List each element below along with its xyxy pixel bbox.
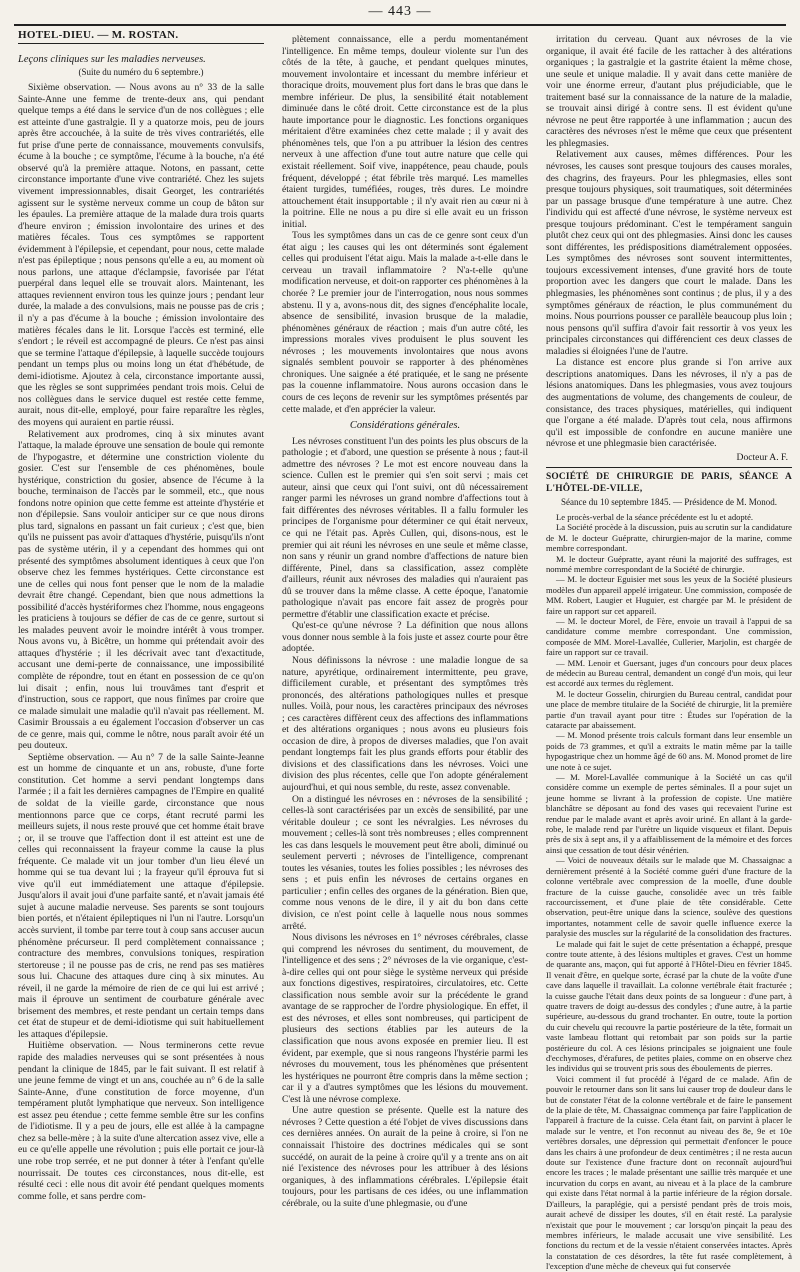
paragraph: Le procès-verbal de la séance précédente est lu et adopté. xyxy=(556,511,754,522)
paragraph: — MM. Lenoir et Guersant, juges d'un concours pour deux places de médecin au Bureau central, demandent un congé d'un mois, qui leur est accordé aux termes du règlement. xyxy=(546,657,792,689)
paragraph: irritation du cerveau. Quant aux névroses de la vie organique, il avait été facile de les rattacher à des altérations organiques ; la gastralgie et la gastrite étaient la même chose, une seule et unique maladie. Il y avait dans cette manière de voir une énorme erreur, d'autant plus préjudiciable, que le traitement basé sur la connaissance de la nature de la maladie, se trouvait ainsi dirigé à contre sens. Il est évident qu'une névrose ne peut être rapportée à une inflammation ; aucun des caractères des névroses n'est le même que ceux que présentent les phlegmasies. xyxy=(546,34,792,149)
paragraph: Huitième observation. — Nous terminerons cette revue rapide des maladies nerveuses qui se sont présentées à nous pendant la clinique de 1845, par le fait suivant. Il est relatif à une jeune femme de vingt et un ans, couchée au n° 6 de la salle Sainte-Anne, d'une constitution de force moyenne, d'un tempérament plutôt lymphatique que nerveux. Son intelligence est assez peu étendue ; cette femme semble être sur les confins de l'idiotisme. Il y a peu de jours, elle est allée à la campagne chez sa belle-mère ; à la suite d'une altercation assez vive, elle a eu ce qu'elle appelle une révolution ; puis elle portait ce jour-là une robe trop serrée, et ne put donner à téter à l'enfant qu'elle nourrissait. De toutes ces circonstances, nous dit-elle, est résulté ceci : elle nous dit avoir été pendant quelques moments comme folle, et sans perdre com- xyxy=(18,1040,264,1202)
society-title: SOCIÉTÉ DE CHIRURGIE DE PARIS, SÉANCE A L'HÔTEL-DE-VILLE, xyxy=(546,472,792,494)
paragraph: M. le docteur Guépratte, ayant réuni la majorité des suffrages, est nommé membre correspondant de la Société de chirurgie. xyxy=(546,553,792,574)
author-signature: Docteur A. F. xyxy=(736,451,788,463)
paragraph: — Voici de nouveaux détails sur le malade que M. Chassaignac a dernièrement présenté à la Société comme guéri d'une fracture de la colonne vertébrale avec compression de la moelle, d'une double fracture de la cuisse gauche, consolidée avec un très faible raccourcissement, et d'une plaie de tête considérable. Cette observation, peut-être unique dans la science, soulève des questions importantes, notamment celle de savoir quelle influence exerce la paralysie des muscles sur la régularité de la consolidation des fractures. xyxy=(546,855,792,939)
paragraph: On a distingué les névroses en : névroses de la sensibilité ; celles-là sont caractérisées par un excès de sensibilité, par une véritable douleur ; ce sont les névralgies. Les névroses du mouvement ; celles-là sont très nombreuses ; elles comprennent les cas dans lesquels le mouvement peut être aboli, diminué ou seulement perverti ; névroses de l'intelligence, comprenant toutes les vésanies, toutes les folies possibles ; les névroses des sens ; et puis enfin les névroses de certains organes en particulier ; enfin celles des organes de la génération. Bien que, comme nous venons de le dire, il y ait du bon dans cette division, ce n'est point celle à laquelle nous nous sommes arrêté. xyxy=(282,793,528,932)
section-header: HOTEL-DIEU. — M. ROSTAN. xyxy=(18,30,264,44)
paragraph: Voici comment il fut procédé à l'égard de ce malade. Afin de pouvoir le retourner dans son lit sans lui causer trop de douleur dans le but de constater l'état de la colonne vertébrale et de faire le pansement de la plaie de tête, M. Chassaignac commença par faire l'application de l'appareil à fracture de la cuisse. Cela étant fait, on parvint à placer le malade sur le ventre, et l'on reconnut au niveau des 8e, 9e et 10e vertèbres dorsales, une dépression qui permettait d'enfoncer le pouce dans les chairs à une profondeur de deux centimètres ; il ne resta aucun doute sur l'existence d'une fracture dont on reconnaît aujourd'hui encore les traces ; le malade présentant une saillie très marquée et une incurvation du corps en avant, au niveau et à la place de la cambrure qui existe dans l'état normal à la partie inférieure de la région dorsale. D'ailleurs, la paraplégie, qui a persisté pendant près de trois mois, aurait achevé de dissiper les doutes, s'il en était resté. La paralysie n'existait que pour le mouvement ; car lorsqu'on pinçait la peau des membres inférieurs, le malade accusait une vive sensibilité. Les fonctions du rectum et de la vessie n'étaient conservées intactes. Après la constatation de ces désordres, la tête fut rasée complètement, à l'exception d'une mèche de cheveux qui fut conservée xyxy=(546,1073,792,1272)
paragraph: — M. le docteur Eguisier met sous les yeux de la Société plusieurs modèles d'un appareil appelé irrigateur. Une commission, composée de MM. Robert, Laugier et Huguier, est chargée par M. le président de faire un rapport sur cet appareil. xyxy=(546,574,792,616)
paragraph: La distance est encore plus grande si l'on arrive aux descriptions anatomiques. Dans les névroses, il n'y a pas de lésions anatomiques. Dans les phlegmasies, vous avez toujours des augmentations de volume, des changements de couleur, de consistance, des traces physiques, matérielles, qui indiquent que l'organe a été malade. D'après tout cela, nous affirmons qu'il est impossible de confondre en aucune manière une névrose et une phlegmasie bien caractérisée. xyxy=(546,357,792,450)
paragraph: Les névroses constituent l'un des points les plus obscurs de la pathologie ; et d'abord, une question se présente à nous ; faut-il admettre des névroses ? Le mot est encore nouveau dans la science. Cullen est le premier qui s'en soit servi ; mais cet auteur, ainsi que ceux qui l'ont suivi, ont dû nécessairement ranger parmi les névroses un grand nombre d'affections tout à fait différentes des névroses véritables. Il a fallu formuler les principes de l'organisme pour déterminer ce qui était nerveux, ce qui ne l'était pas. Après Cullen, qui, disons-nous, est le premier qui ait réuni les névroses en une seule et même classe, non sans y réunir un grand nombre d'affections de nature bien différente, Pinel, dans sa classification, assez complète d'ailleurs, réunit aux névroses des maladies qui n'auraient pas dû se trouver dans la même classe. A cette époque, l'anatomie pathologique n'avait pas encore fait assez de progrès pour permettre d'établir une classification exacte et précise. xyxy=(282,435,528,620)
paragraph: Nous définissons la névrose : une maladie longue de sa nature, apyrétique, ordinairement intermittente, peu grave, difficilement curable, et présentant des symptômes très prononcés, des altérations pathologiques nulles et presque nulles. Voilà, pour nous, les caractères principaux des névroses ; ces caractères diffèrent ceux des affections des inflammations et des altérations organiques ; nous avons eu plusieurs fois occasion de dire, à propos de diverses maladies, que l'on avait pendant longtemps fait les plus grands efforts pour établir des divisions et des classifications dans les névroses. Voici une division des plus récentes, celle que l'on adopte généralement aujourd'hui, et qui nous semble, du reste, assez convenable. xyxy=(282,654,528,793)
paragraph: — M. Morel-Lavallée communique à la Société un cas qu'il considère comme un exemple de pertes séminales. Il a pour sujet un jeune homme se livrant à la profession de copiste. Une matière blanchâtre se déposant au fond des vases qui recevaient l'urine est rendue par le malade avant et après avoir uriné. En allant à la garde-robe, le malade rend par l'urètre un liquide visqueux et filant. Depuis près de six à sept ans, il y a affaiblissement de la mémoire et des forces ainsi que cessation de tout désir vénérien. xyxy=(546,772,792,855)
column-3 xyxy=(546,34,792,1272)
continuation-note: (Suite du numéro du 6 septembre.) xyxy=(78,66,204,77)
paragraph: — M. Monod présente trois calculs formant dans leur ensemble un poids de 73 grammes, et qu'il a extraits le matin même par la taille hypogastrique chez un homme âgé de 60 ans. M. Monod promet de lire une note à ce sujet. xyxy=(546,730,792,772)
paragraph: Relativement aux prodromes, cinq à six minutes avant l'attaque, la malade éprouve une sensation de boule qui remonte de l'hypogastre, et détermine une constriction violente du gosier. C'est sur l'ensemble de ces phénomènes, boule hystérique, constriction du gosier, absence de l'écume à la bouche, terminaison de l'accès par le sommeil, etc., que nous fondons notre opinion que cette femme est atteinte d'hystérie et non d'épilepsie. Sans vouloir anticiper sur ce que nous dirons plus tard, signalons en passant un fait curieux ; c'est que, bien qu'ils ne puissent pas avoir d'attaques d'hystérie, puisqu'ils n'ont pas de système utérin, il y a cependant des hommes qui ont présenté des symptômes absolument identiques à ceux que l'on observe chez les femmes hystériques. Cette circonstance est une de celles qui nous font penser que le nom de la maladie devrait être changé. Cependant, bien que nous admettions la possibilité d'accès hystériformes chez l'homme, nous engageons les praticiens à toujours se défier de cas de ce genre, surtout si les malades peuvent avoir le moindre intérêt à vous tromper. Nous avons vu, à Bicêtre, un homme qui prétendait avoir des attaques d'hystérie ; il les décrivait avec tant d'exactitude, accusant une demi-perte de connaissance, une impossibilité complète de répondre, tout en étant en possession de ce qu'on lui disait ; enfin, nous lui trouvâmes tant d'esprit et d'instruction, sous ce rapport, que nous finîmes par croire que ce malade simulait une maladie qu'il n'avait pas réellement. M. Casimir Broussais a eu également l'occasion d'observer un cas de ce genre, mais qui, comme le nôtre, nous paraît avoir été un peu douteux. xyxy=(18,428,264,752)
session-line: Séance du 10 septembre 1845. — Présidence de M. Monod. xyxy=(561,497,777,508)
column-2 xyxy=(282,34,528,1209)
paragraph: Le malade qui fait le sujet de cette présentation a échappé, presque contre toute attente, à des lésions multiples et graves. C'est un homme de quarante ans, maçon, qui fut apporté à l'Hôtel-Dieu en février 1845. Il venait d'être, en quelque sorte, écrasé par la chute de la voûte d'une cave dans laquelle il travaillait. La colonne vertébrale était fracturée ; la cuisse gauche l'était dans deux points de sa longueur : d'une part, à quatre travers de doigt au-dessus des condyles ; d'une autre, à la partie supérieure, au-dessous du grand trochanter. En outre, toute la portion du cuir chevelu qui recouvre la partie postérieure de la tête, formait un vaste lambeau flottant qui retombait par son poids sur la partie postérieure du col. A ces lésions principales se joignaient une foule d'ecchymoses, d'érafures, de petites plaies, comme on en observe chez les individus qui se trouvent pris sous des éboulements de pierres. xyxy=(546,938,792,1074)
paragraph: Relativement aux causes, mêmes différences. Pour les névroses, les causes sont presque toujours des causes morales, des chagrins, des frayeurs. Pour les phlegmasies, elles sont presque toujours physiques, soit traumatiques, soit déterminées par un passage brusque d'une température à une autre. Chez l'individu qui est affecté d'une névrose, le système nerveux est presque toujours prédominant. C'est le tempérament sanguin plutôt chez ceux qui ont des phlegmasies. Ainsi donc les causes sont différentes, les prédispositions diamétralement opposées. Les symptômes des névroses sont souvent intermittentes, toujours excessivement intenses, d'une gravité hors de toute proportion avec les dangers que court le malade. Dans les phlegmasies, les phénomènes sont continus ; de plus, il y a des symptômes généraux de réaction, le plus communément du moins. Nous pourrions pousser ce parallèle beaucoup plus loin ; nous pensons qu'il suffira d'avoir fait ressortir à vos yeux les principales circonstances qui différencient ces deux classes de maladies si éloignées l'une de l'autre. xyxy=(546,149,792,357)
divider xyxy=(546,467,792,468)
paragraph: M. le docteur Gosselin, chirurgien du Bureau central, candidat pour une place de membre titulaire de la Société de chirurgie, lit la première partie d'un travail ayant pour titre : Études sur l'opération de la cataracte par abaissement. xyxy=(546,688,792,730)
paragraph: Nous divisons les névroses en 1° névroses cérébrales, classe qui comprend les névroses du sentiment, du mouvement, de l'intelligence et des sens ; 2° névroses de la vie organique, c'est-à-dire celles qui ont pour siège le système nerveux qui préside aux fonctions digestives, respiratoires, circulatoires, etc. Cette classification nous semble avoir sur la précédente le grand avantage de se rapprocher de l'ordre physiologique. En effet, il est des névroses, et elles sont nombreuses, qui participent de plusieurs des sections établies par les auteurs de la classification que nous avons exposée en premier lieu. Il est évident, par exemple, que si nous rangeons l'hystérie parmi les névroses du mouvement, tous les phénomènes que présentent les hystériques ne pourront être compris dans la même section ; car il y a d'autres symptômes que les lésions du mouvement. C'est là une névrose complexe. xyxy=(282,932,528,1105)
paragraph: — M. le docteur Morel, de Fère, envoie un travail à l'appui de sa candidature comme membre correspondant. Une commission, composée de MM. Morel-Lavallée, Cullerier, Marjolin, est chargée de faire un rapport sur ce travail. xyxy=(546,615,792,658)
session-report xyxy=(546,512,792,1272)
lecture-title: Leçons cliniques sur les maladies nerveuses. xyxy=(18,54,206,65)
paragraph: Septième observation. — Au n° 7 de la salle Sainte-Jeanne est un homme de cinquante et un ans, robuste, d'une forte constitution. Cet homme a servi pendant longtemps dans l'armée ; il a fait les dernières campagnes de l'Empire en qualité de soldat de la vieille garde, circonstance que nous mentionnons parce que ce corps, étant recruté parmi les meilleurs sujets, il nous reste prouvé que cet homme était brave ; or, il se trouve que l'affection dont il est atteint est une de celles qui reconnaissent la frayeur comme la cause la plus fréquente. Ce malade vit un jour tomber d'un lieu élevé un homme qui se tua devant lui ; la frayeur qu'il éprouva fut si vive qu'il eut immédiatement une attaque d'épilepsie. Jusqu'alors il avait joui d'une parfaite santé, et n'avait jamais été sujet à aucune maladie nerveuse. Ses parents se sont toujours bien portés, et n'étaient épileptiques ni l'un ni l'autre. Lorsqu'un accès survient, il tombe par terre tout à coup sans accuser aucun phénomène précurseur. Il perd complètement connaissance ; contracture des membres, convulsions toniques, respiration stertoreuse ; il ne pousse pas de cris, ne rend pas ses matières sous lui. Chacune des attaques dure cinq à six minutes. Au réveil, il ne garde la mémoire de rien de ce qui lui est arrivé ; mais il éprouve un sentiment de courbature générale avec brisement des membres, et reste pendant un certain temps dans cet état de stupeur et de demi-idiotisme qui suit habituellement les attaques d'épilepsie. xyxy=(18,751,264,1040)
paragraph: Sixième observation. — Nous avons au n° 33 de la salle Sainte-Anne une femme de trente-deux ans, qui pendant quelque temps a été dans le service d'un de nos collègues ; elle est atteinte d'une gastralgie. Il y a quatorze mois, peu de jours après être accouchée, à la suite de très vives contrariétés, elle fut prise d'une perte de connaissance, mouvements convulsifs, écume à la bouche ; ce symptôme, l'écume à la bouche, n'a été observé qu'à la première attaque. Notons, en passant, cette circonstance importante d'une vive contrariété. Chez les sujets vivement impressionnables, disait Georget, les contrariétés agissent sur le système nerveux comme un coup de bâton sur les épaules. La première attaque de la malade dura trois quarts d'heure environ ; émission involontaire des urines et des matières fécales. Tous ces symptômes se rapportent évidemment à l'épilepsie, et cependant, pour nous, cette malade n'est pas épileptique ; nous pensons qu'elle a eu, au moment où nous parlons, une attaque d'éclampsie, favorisée par l'état puerpéral dans lequel elle se trouvait alors. Maintenant, les attaques reviennent environ tous les quinze jours ; pendant leur durée, la malade a des convulsions, mais ne pousse pas de cris ; il n'y a pas d'écume à la bouche ; émission involontaire des matières fécales dans le lit. Lorsque l'accès est terminé, elle s'endort ; le réveil est accompagné de pleurs. Ce n'est pas ainsi que se termine l'attaque d'épilepsie, à laquelle succède toujours pendant un temps plus ou moins long un état d'hébétude, de demi-idiotisme. Ajoutez à cela, circonstance importante aussi, que les règles se sont supprimées pendant trois mois. Celui de nos collègues dans le service duquel est restée cette femme, aurait, nous dit-elle, employé, pour faire reparaître les règles, des moyens qui auraient en partie réussi. xyxy=(18,82,264,428)
top-rule xyxy=(14,24,786,26)
paragraph: Une autre question se présente. Quelle est la nature des névroses ? Cette question a été l'objet de vives discussions dans ces dernières années. On aurait de la peine à croire, si l'on ne connaissait l'histoire des doctrines médicales qui se sont succédé, on aurait de la peine à croire qu'il y a trente ans on ait nié l'existence des névroses pour les attribuer à des lésions organiques, à des inflammations cérébrales. L'épilepsie était toujours, pour les partisans de ces idées, ou une inflammation cérébrale, ou la suite d'une phlegmasie, ou d'une xyxy=(282,1105,528,1209)
paragraph: Tous les symptômes dans un cas de ce genre sont ceux d'un état aigu ; les causes qui les ont déterminés sont également celles qui produisent l'état aigu. Mais la malade a-t-elle dans le cerveau un travail inflammatoire ? N'a-t-elle qu'une modification nerveuse, et doit-on rapporter ces phénomènes à la chorée ? Le premier jour de l'interrogation, nous nous sommes abstenu. Il y a, avons-nous dit, des signes d'encéphalite locale, absence de sensibilité, invasion brusque de la maladie, phénomènes généraux de réaction ; mais d'un autre côté, les impressions morales vives produisent le plus souvent les névroses ; les mouvements involontaires que nous avons signalés semblent pouvoir se rapporter à des phénomènes chroniques. Une saignée a été pratiquée, et le sang ne présente pas la couenne inflammatoire. Nous aurons occasion dans le cours de ces leçons de revenir sur les symptômes présentés par cette malade, et d'en apprécier la valeur. xyxy=(282,230,528,415)
column-1 xyxy=(18,29,264,1202)
paragraph: Qu'est-ce qu'une névrose ? La définition que nous allons vous donner nous semble à la fois juste et assez courte pour être adoptée. xyxy=(282,620,528,655)
section-title: Considérations générales. xyxy=(349,420,461,432)
page-number: — 443 — xyxy=(368,4,432,19)
paragraph: La Société procède à la discussion, puis au scrutin sur la candidature de M. le docteur Guépratte, chirurgien-major de la marine, comme membre correspondant. xyxy=(546,522,792,554)
paragraph: plètement connaissance, elle a perdu momentanément l'intelligence. En même temps, douleur violente sur l'un des côtés de la tête, à gauche, et pendant quelques minutes, mouvement involontaire et incessant du membre inférieur et thoracique droits, mouvement plus fort dans le bras que dans le membre inférieur. De plus, la sensibilité était notablement diminuée dans le côté droit. Cette circonstance est de la plus haute importance pour le diagnostic. Les fonctions organiques méritaient d'être examinées chez cette malade ; il y avait des phénomènes tels, que l'on a pu attribuer la lésion des centres nerveux à une affection d'une tout autre nature que celle qui existait réellement. Soif vive, inappétence, peau chaude, pouls fréquent, développé ; état fébrile très marqué. Les mamelles étaient turgides, tuméfiées, rouges, très dures. Le moindre attouchement était insupportable ; il n'y avait rien au cœur ni à la poitrine. Elle ne nous a pu dire si elle avait eu un frisson initial. xyxy=(282,34,528,230)
